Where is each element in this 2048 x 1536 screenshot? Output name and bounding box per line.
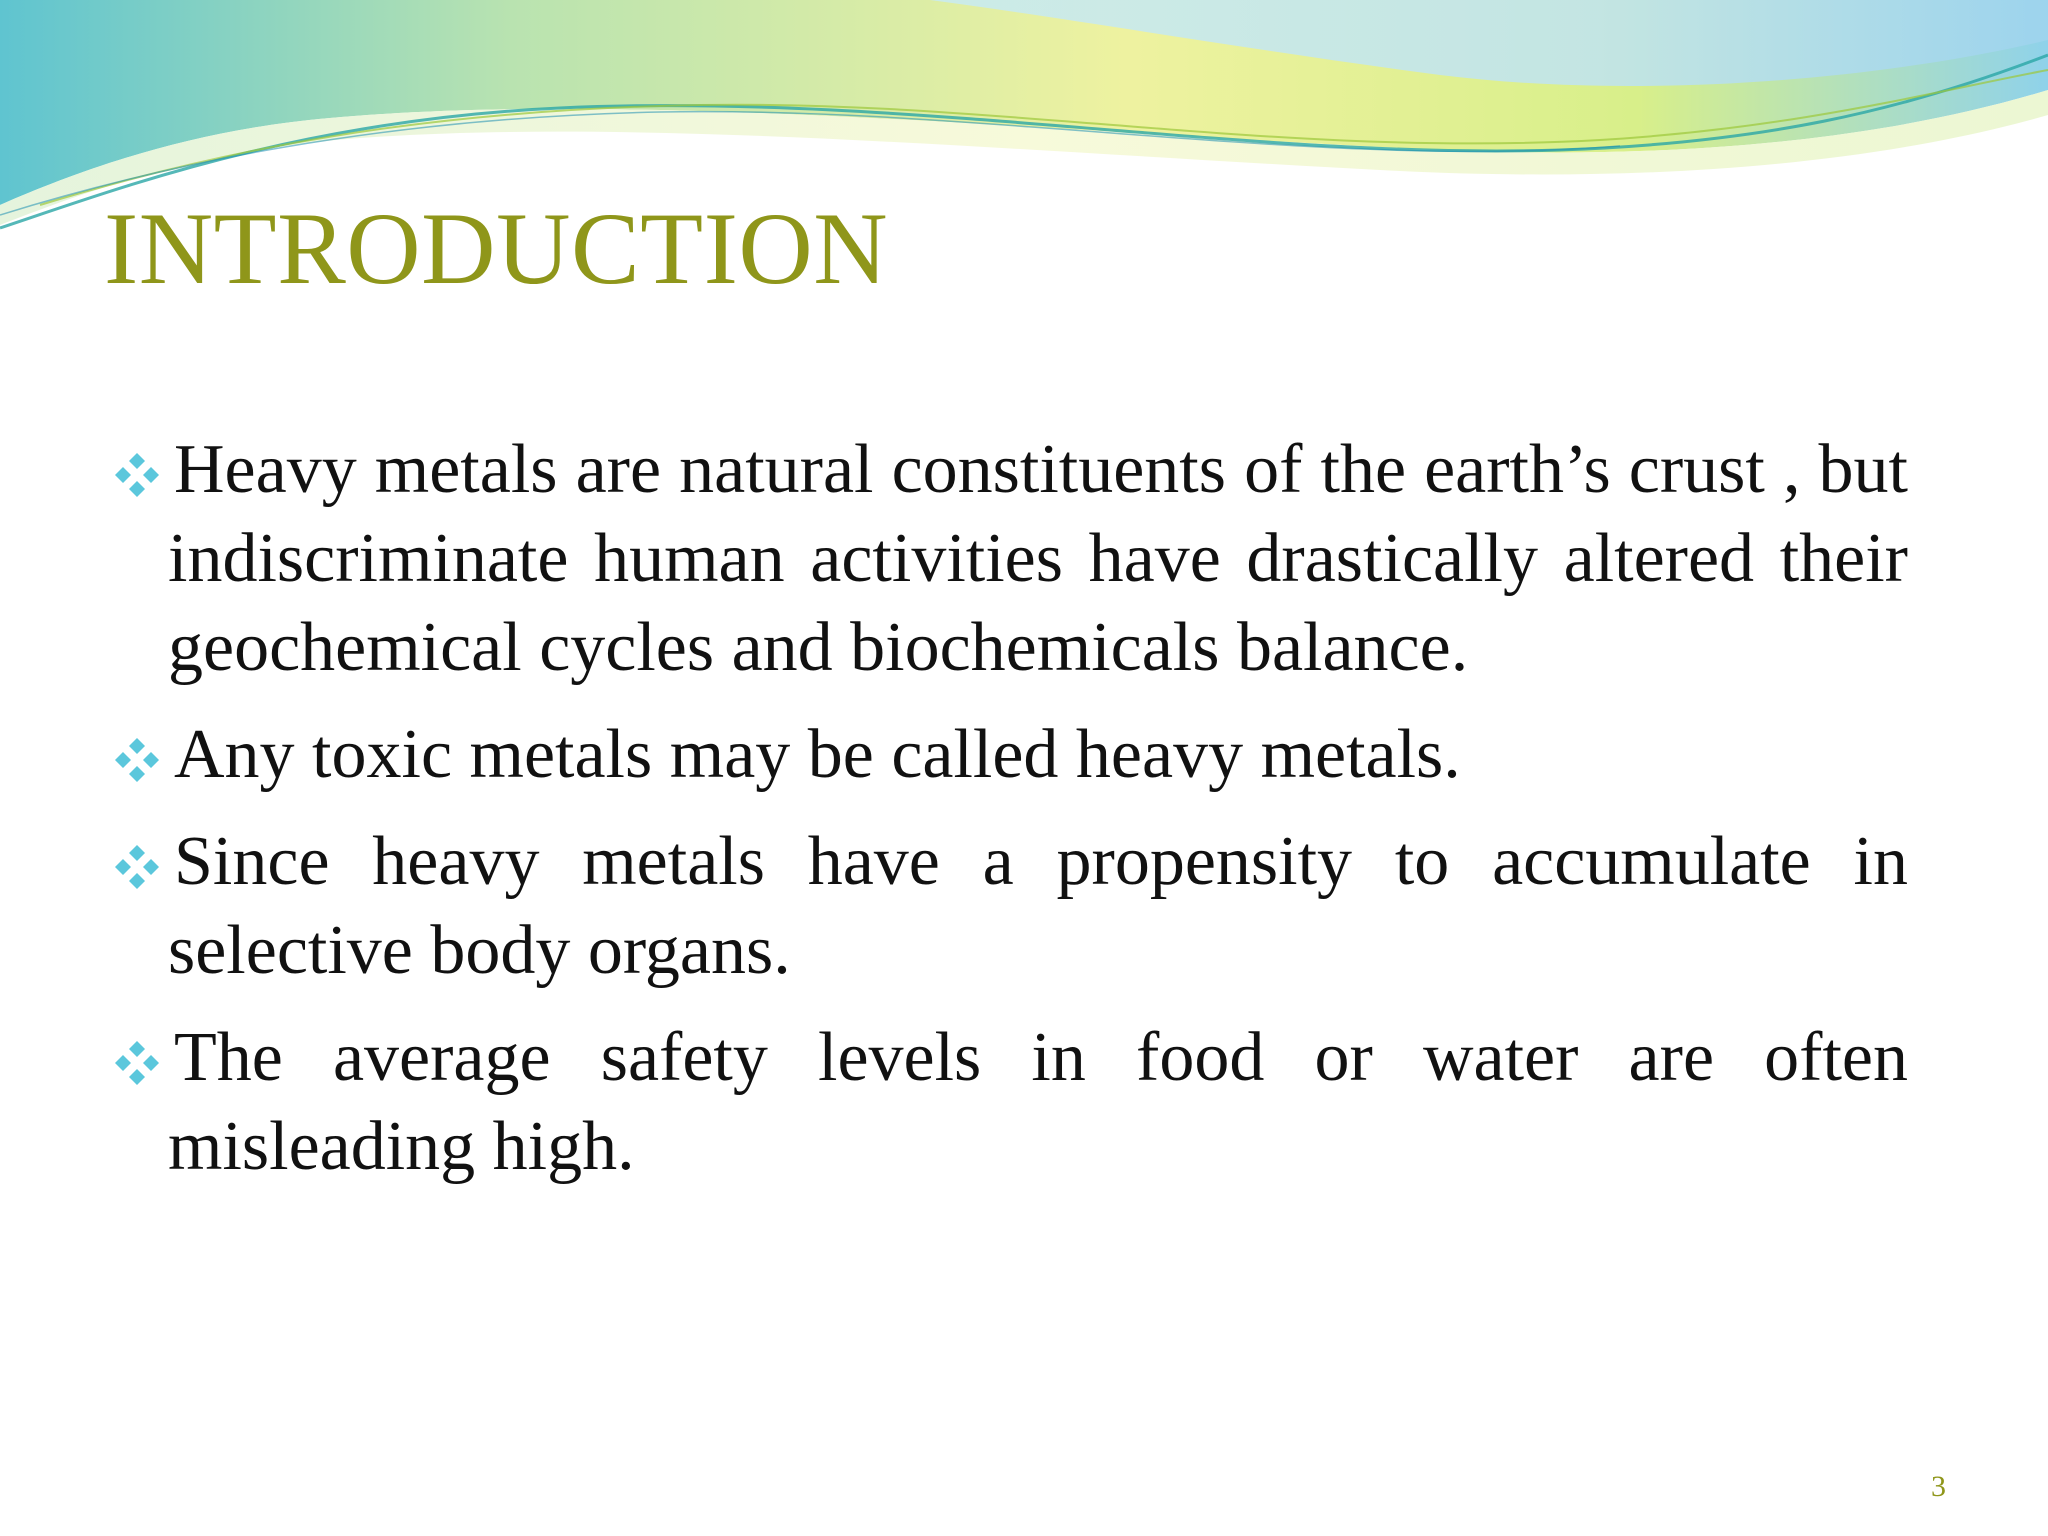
four-diamond-bullet-icon [112, 1038, 162, 1088]
bullet-text: Heavy metals are natural constituents of the earth’s crust , but indiscriminate human activities have drastically altered their geochemical cycles and biochemicals balance. [168, 431, 1908, 686]
bullet-text: Any toxic metals may be called heavy metals. [174, 716, 1461, 793]
bullet-text: The average safety levels in food or water are often misleading high. [168, 1019, 1908, 1185]
bullet-item [112, 710, 1908, 799]
bullet-item [112, 425, 1908, 692]
bullet-list [112, 425, 1908, 1209]
four-diamond-bullet-icon [112, 450, 162, 500]
page-number: 3 [1931, 1470, 1946, 1503]
bullet-item [112, 1013, 1908, 1191]
slide-title: INTRODUCTION [104, 192, 889, 306]
bullet-text: Since heavy metals have a propensity to accumulate in selective body organs. [168, 823, 1908, 989]
four-diamond-bullet-icon [112, 735, 162, 785]
bullet-item [112, 817, 1908, 995]
four-diamond-bullet-icon [112, 842, 162, 892]
